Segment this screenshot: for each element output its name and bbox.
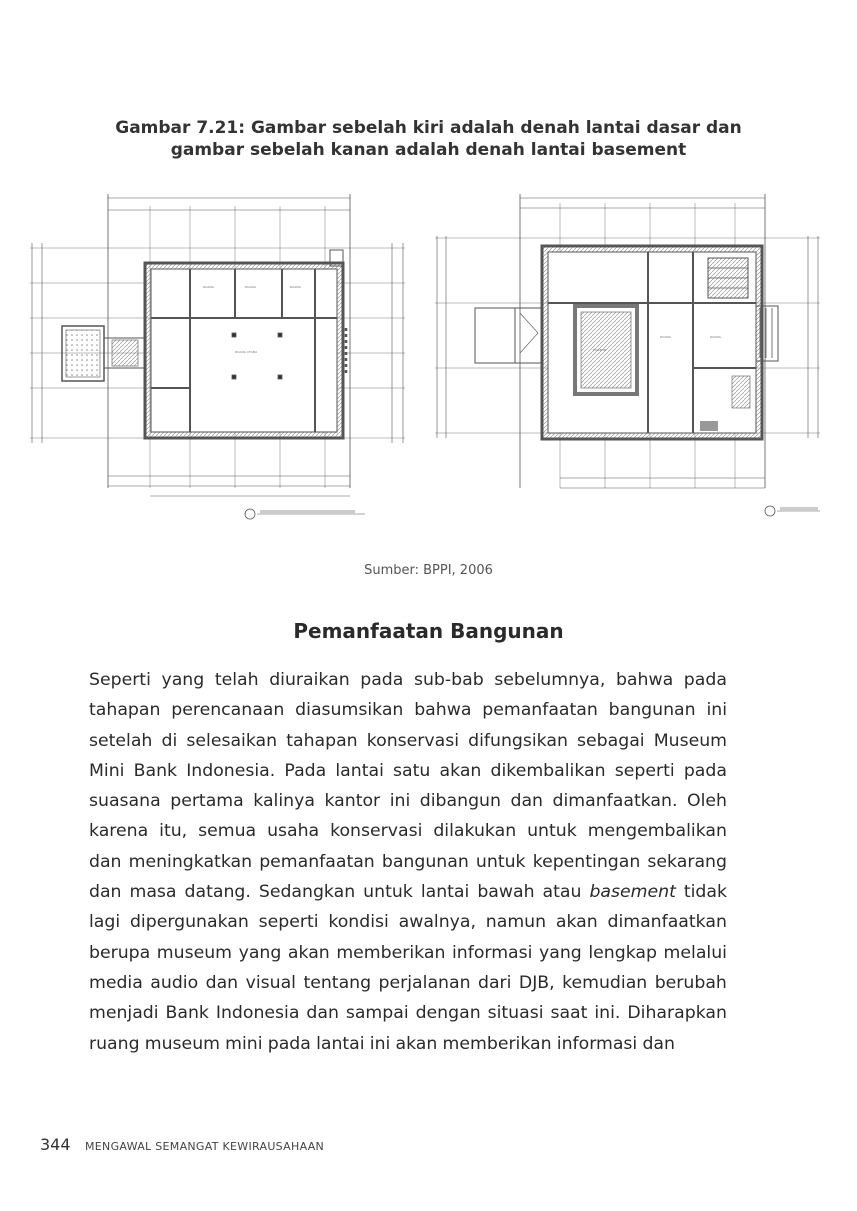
svg-text:RUANG UTAMA: RUANG UTAMA — [235, 350, 258, 354]
word: usaha — [267, 821, 320, 842]
paragraph-line — [89, 786, 727, 816]
word: yang — [161, 670, 205, 690]
word: ini — [369, 1033, 391, 1054]
word: dan — [306, 1003, 339, 1024]
word: lantai — [316, 1033, 365, 1054]
word: tidak — [683, 882, 727, 903]
basement-floor-plan — [435, 194, 820, 516]
word: Sedangkan — [258, 882, 356, 903]
figure-caption-line-2: gambar sebelah kanan adalah denah lantai basement — [170, 140, 687, 160]
running-title: MENGAWAL SEMANGAT KEWIRAUSAHAAN — [85, 1140, 325, 1153]
word: selesaikan — [186, 730, 278, 751]
word: satu — [393, 760, 431, 781]
word: sebelumnya, — [494, 670, 606, 690]
word: Museum — [653, 730, 727, 751]
word: seperti — [614, 760, 675, 781]
word: Bank — [165, 1003, 209, 1024]
word: kalinya — [253, 791, 315, 812]
word: difungsikan — [468, 730, 568, 751]
word: meningkatkan — [128, 851, 253, 872]
word: sub-bab — [413, 670, 484, 690]
svg-text:RUANG: RUANG — [710, 335, 721, 339]
word: pada — [267, 1033, 311, 1054]
word: audio — [150, 972, 199, 993]
word: Indonesia. — [186, 760, 276, 781]
word: seperti — [258, 912, 319, 933]
word: berubah — [654, 972, 727, 993]
word: DJB, — [518, 972, 555, 993]
word: perjalanan — [378, 972, 471, 993]
svg-text:RUANG: RUANG — [660, 335, 671, 339]
paragraph-line — [89, 726, 727, 756]
word: ini — [389, 791, 411, 812]
word: datang. — [184, 882, 251, 903]
word: masa — [129, 882, 177, 903]
word: pada — [360, 670, 404, 690]
word: bawah — [477, 882, 535, 903]
page-footer — [40, 1135, 324, 1154]
word: dan — [89, 882, 122, 903]
page-number: 344 — [40, 1135, 71, 1154]
word: di — [161, 730, 178, 751]
word: atau — [542, 882, 582, 903]
word: lagi — [89, 912, 121, 933]
word: tahapan — [286, 730, 358, 751]
word: untuk — [363, 882, 413, 903]
word: basement — [589, 882, 676, 903]
paragraph-line — [89, 695, 727, 725]
word: tahapan — [89, 700, 161, 721]
word: museum — [144, 1033, 220, 1054]
floor-plans-figure — [20, 188, 835, 528]
paragraph-line — [89, 907, 727, 937]
word: dibangun — [419, 791, 501, 812]
word: ini. — [594, 1003, 621, 1024]
word: pertama — [170, 791, 244, 812]
word: konservasi — [366, 730, 460, 751]
figure-source: Sumber: BPPI, 2006 — [364, 563, 493, 578]
word: pada — [683, 670, 727, 690]
word: yang — [238, 942, 282, 963]
word: dari — [477, 972, 512, 993]
word: Mini — [89, 760, 125, 781]
word: bahwa — [414, 700, 472, 721]
word: bangunan — [381, 851, 469, 872]
word: menjadi — [89, 1003, 159, 1024]
svg-text:MUSEUM: MUSEUM — [593, 348, 607, 352]
word: visual — [245, 972, 296, 993]
word: yang — [539, 942, 582, 963]
word: berupa — [89, 942, 151, 963]
paragraph-line — [89, 968, 727, 998]
word: media — [89, 972, 143, 993]
word: informasi — [451, 942, 533, 963]
section-heading: Pemanfaatan Bangunan — [293, 619, 564, 643]
word: namun — [485, 912, 547, 933]
word: Pada — [284, 760, 327, 781]
word: lantai — [335, 760, 384, 781]
word: sampai — [345, 1003, 409, 1024]
word: suasana — [89, 791, 161, 812]
word: akan — [395, 1033, 438, 1054]
paragraph-line — [89, 756, 727, 786]
word: akan — [555, 912, 598, 933]
word: Diharapkan — [627, 1003, 727, 1024]
word: situasi — [487, 1003, 544, 1024]
word: bahwa — [615, 670, 674, 690]
svg-text:RUANG: RUANG — [245, 285, 256, 289]
word: bangunan — [608, 700, 696, 721]
paragraph-line — [89, 877, 727, 907]
body-paragraph — [89, 665, 727, 1059]
paragraph-line — [89, 816, 727, 846]
word: pemanfaatan — [482, 700, 598, 721]
word: karena — [89, 821, 149, 842]
word: kemudian — [562, 972, 648, 993]
word: memberikan — [336, 942, 446, 963]
word: dipergunakan — [129, 912, 249, 933]
word: dimanfaatkan. — [552, 791, 678, 812]
word: memberikan — [442, 1033, 552, 1054]
word: dan — [205, 972, 239, 993]
word: pada — [683, 760, 727, 781]
word: museum — [156, 942, 233, 963]
word: dengan — [415, 1003, 481, 1024]
word: mini — [225, 1033, 263, 1054]
word: dilakukan — [433, 821, 517, 842]
word: melalui — [663, 942, 727, 963]
figure-caption-line-1: Gambar 7.21: Gambar sebelah kiri adalah denah lantai dasar dan — [115, 118, 742, 138]
word: sekarang — [647, 851, 727, 872]
word: Oleh — [687, 791, 727, 812]
paragraph-line — [89, 665, 727, 695]
word: akan — [439, 760, 482, 781]
svg-text:RUANG: RUANG — [290, 285, 301, 289]
word: tentang — [303, 972, 372, 993]
word: dan — [642, 1033, 675, 1054]
word: Bank — [133, 760, 178, 781]
figure-caption — [60, 117, 797, 161]
word: sebagai — [577, 730, 645, 751]
word: ini — [706, 700, 727, 721]
word: kepentingan — [532, 851, 641, 872]
word: informasi — [556, 1033, 638, 1054]
paragraph-line — [89, 847, 727, 877]
paragraph-line — [89, 998, 727, 1028]
word: dikembalikan — [490, 760, 606, 781]
word: untuk — [475, 851, 526, 872]
word: awalnya, — [398, 912, 476, 933]
word: kantor — [324, 791, 381, 812]
word: diasumsikan — [295, 700, 404, 721]
paragraph-line — [89, 938, 727, 968]
word: dan — [89, 851, 122, 872]
word: akan — [287, 942, 330, 963]
word: lantai — [420, 882, 470, 903]
word: pemanfaatan — [259, 851, 375, 872]
word: perencanaan — [171, 700, 285, 721]
word: mengembalikan — [587, 821, 727, 842]
word: itu, — [159, 821, 188, 842]
paragraph-line — [89, 1029, 727, 1059]
word: kondisi — [328, 912, 389, 933]
word: dimanfaatkan — [607, 912, 727, 933]
word: Seperti — [89, 670, 151, 690]
word: ruang — [89, 1033, 140, 1054]
word: untuk — [527, 821, 577, 842]
word: saat — [550, 1003, 588, 1024]
word: lengkap — [588, 942, 657, 963]
word: Indonesia — [215, 1003, 300, 1024]
word: dan — [510, 791, 543, 812]
word: telah — [214, 670, 259, 690]
ground-floor-plan — [30, 194, 405, 519]
svg-text:RUANG: RUANG — [203, 285, 214, 289]
word: konservasi — [330, 821, 423, 842]
word: diuraikan — [269, 670, 350, 690]
word: semua — [198, 821, 257, 842]
word: setelah — [89, 730, 153, 751]
